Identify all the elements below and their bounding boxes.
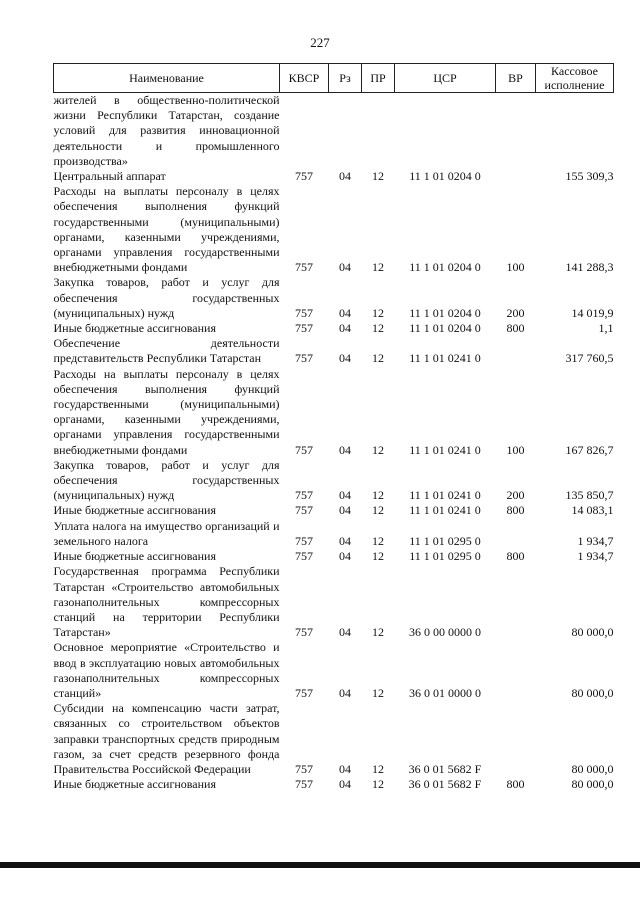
cell-kvsr: 757 bbox=[295, 169, 313, 184]
cell-vr bbox=[496, 169, 536, 184]
cell-csr: 11 1 01 0204 0 bbox=[409, 305, 481, 320]
cell-rz: 04 bbox=[339, 488, 351, 503]
cell-vr: 800 bbox=[506, 777, 525, 792]
cell-kvsr: 757 bbox=[295, 488, 313, 503]
table-row bbox=[54, 777, 614, 792]
cell-rz: 04 bbox=[339, 685, 351, 700]
cell-csr: 11 1 01 0241 0 bbox=[409, 442, 481, 457]
cell-pr: 12 bbox=[372, 488, 384, 503]
cell-amount: 167 826,7 bbox=[565, 442, 614, 457]
cell-name: Государственная программа Республики Татарстан «Строительство автомобильных газонаполнительных компрессорных станций на территории Республики Татарстан» bbox=[53, 564, 280, 640]
cell-vr: 100 bbox=[506, 442, 525, 457]
cell-csr: 11 1 01 0241 0 bbox=[409, 351, 481, 366]
cell-pr bbox=[362, 93, 395, 170]
cell-pr: 12 bbox=[372, 305, 384, 320]
table-row bbox=[54, 93, 614, 170]
cell-kvsr: 757 bbox=[295, 351, 313, 366]
header-amount: Кассовое исполнение bbox=[536, 64, 614, 93]
table-row bbox=[54, 336, 614, 366]
cell-pr: 12 bbox=[372, 761, 384, 776]
header-rz: Рз bbox=[329, 64, 362, 93]
cell-name: Иные бюджетные ассигнования bbox=[53, 321, 216, 336]
budget-table bbox=[53, 63, 614, 792]
header-csr: ЦСР bbox=[395, 64, 496, 93]
cell-amount: 1 934,7 bbox=[577, 533, 614, 548]
cell-kvsr: 757 bbox=[295, 321, 313, 336]
cell-name: Закупка товаров, работ и услуг для обеспечения государственных (муниципальных) нужд bbox=[53, 275, 280, 320]
cell-kvsr: 757 bbox=[295, 625, 313, 640]
cell-vr bbox=[496, 93, 536, 170]
cell-vr bbox=[496, 336, 536, 366]
cell-csr: 36 0 01 0000 0 bbox=[409, 685, 481, 700]
header-kvsr: КВСР bbox=[280, 64, 329, 93]
cell-vr: 100 bbox=[506, 260, 525, 275]
cell-vr bbox=[496, 519, 536, 549]
cell-pr: 12 bbox=[372, 533, 384, 548]
cell-kvsr: 757 bbox=[295, 260, 313, 275]
table-row bbox=[54, 549, 614, 564]
cell-csr: 11 1 01 0295 0 bbox=[409, 549, 481, 564]
cell-name: Закупка товаров, работ и услуг для обеспечения государственных (муниципальных) нужд bbox=[53, 457, 280, 503]
cell-rz: 04 bbox=[339, 549, 351, 564]
cell-name: Иные бюджетные ассигнования bbox=[53, 777, 216, 792]
cell-rz bbox=[329, 93, 362, 170]
cell-pr: 12 bbox=[372, 685, 384, 700]
cell-vr: 800 bbox=[506, 321, 525, 336]
table-row bbox=[54, 640, 614, 701]
table-row bbox=[54, 519, 614, 549]
header-name: Наименование bbox=[54, 64, 280, 93]
cell-kvsr: 757 bbox=[295, 549, 313, 564]
cell-amount bbox=[536, 93, 614, 170]
page-number: 227 bbox=[310, 35, 330, 50]
header-vr: ВР bbox=[496, 64, 536, 93]
cell-vr: 200 bbox=[506, 305, 525, 320]
cell-amount: 155 309,3 bbox=[565, 169, 614, 184]
table-header-row bbox=[54, 64, 614, 93]
cell-rz: 04 bbox=[339, 761, 351, 776]
cell-name: Расходы на выплаты персоналу в целях обеспечения выполнения функций государственными (муниципальными) органами, казенными учреждениями, органами управления государственными внебюджетными фондами bbox=[53, 184, 280, 275]
table-row bbox=[54, 503, 614, 518]
cell-csr: 11 1 01 0241 0 bbox=[409, 503, 481, 518]
cell-amount: 80 000,0 bbox=[571, 625, 614, 640]
cell-csr: 11 1 01 0204 0 bbox=[409, 321, 481, 336]
cell-amount: 1,1 bbox=[598, 321, 614, 336]
table-row bbox=[54, 169, 614, 184]
cell-name: Обеспечение деятельности представительств Республики Татарстан bbox=[53, 336, 280, 366]
cell-amount: 14 019,9 bbox=[571, 305, 614, 320]
cell-name: Центральный аппарат bbox=[53, 169, 166, 184]
cell-rz: 04 bbox=[339, 625, 351, 640]
cell-pr: 12 bbox=[372, 351, 384, 366]
cell-vr: 800 bbox=[506, 549, 525, 564]
cell-amount: 80 000,0 bbox=[571, 777, 614, 792]
cell-vr: 800 bbox=[506, 503, 525, 518]
cell-kvsr: 757 bbox=[295, 442, 313, 457]
cell-rz: 04 bbox=[339, 305, 351, 320]
cell-kvsr: 757 bbox=[295, 685, 313, 700]
header-pr: ПР bbox=[362, 64, 395, 93]
cell-csr: 11 1 01 0204 0 bbox=[409, 260, 481, 275]
cell-name: Основное мероприятие «Строительство и ввод в эксплуатацию новых автомобильных газонаполнительных компрессорных станций» bbox=[53, 640, 280, 700]
cell-csr: 11 1 01 0241 0 bbox=[409, 488, 481, 503]
cell-csr: 36 0 00 0000 0 bbox=[409, 625, 481, 640]
cell-amount: 135 850,7 bbox=[565, 488, 614, 503]
table-body bbox=[54, 93, 614, 793]
cell-pr: 12 bbox=[372, 503, 384, 518]
cell-kvsr bbox=[280, 93, 329, 170]
cell-kvsr: 757 bbox=[295, 761, 313, 776]
cell-vr bbox=[496, 701, 536, 777]
cell-vr: 200 bbox=[506, 488, 525, 503]
cell-amount: 80 000,0 bbox=[571, 685, 614, 700]
table-row bbox=[54, 564, 614, 640]
cell-pr: 12 bbox=[372, 260, 384, 275]
cell-csr: 11 1 01 0204 0 bbox=[409, 169, 481, 184]
cell-csr: 36 0 01 5682 F bbox=[408, 761, 482, 776]
cell-rz: 04 bbox=[339, 533, 351, 548]
cell-pr: 12 bbox=[372, 169, 384, 184]
cell-name: жителей в общественно-политической жизни Республики Татарстан, создание условий для развития инновационной деятельности и промышленного производства» bbox=[53, 93, 280, 168]
cell-pr: 12 bbox=[372, 549, 384, 564]
cell-rz: 04 bbox=[339, 260, 351, 275]
cell-name: Иные бюджетные ассигнования bbox=[53, 549, 216, 564]
cell-kvsr: 757 bbox=[295, 777, 313, 792]
cell-kvsr: 757 bbox=[295, 533, 313, 548]
cell-pr: 12 bbox=[372, 442, 384, 457]
cell-csr: 36 0 01 5682 F bbox=[408, 777, 482, 792]
cell-amount: 1 934,7 bbox=[577, 549, 614, 564]
table-row bbox=[54, 701, 614, 777]
cell-rz: 04 bbox=[339, 351, 351, 366]
cell-amount: 141 288,3 bbox=[565, 260, 614, 275]
cell-name: Расходы на выплаты персоналу в целях обеспечения выполнения функций государственными (муниципальными) органами, казенными учреждениями, органами управления государственными внебюджетными фондами bbox=[53, 366, 280, 457]
scan-border bbox=[0, 862, 640, 868]
cell-amount: 317 760,5 bbox=[565, 351, 614, 366]
cell-rz: 04 bbox=[339, 442, 351, 457]
cell-name: Уплата налога на имущество организаций и земельного налога bbox=[53, 518, 280, 548]
cell-vr bbox=[496, 640, 536, 701]
cell-csr bbox=[395, 93, 496, 170]
cell-amount: 80 000,0 bbox=[571, 761, 614, 776]
table-row bbox=[54, 367, 614, 458]
cell-pr: 12 bbox=[372, 625, 384, 640]
cell-rz: 04 bbox=[339, 777, 351, 792]
cell-amount: 14 083,1 bbox=[571, 503, 614, 518]
table-row bbox=[54, 184, 614, 275]
cell-name: Субсидии на компенсацию части затрат, связанных со строительством объектов заправки транспортных средств природным газом, за счет средств резервного фонда Правительства Российской Федерации bbox=[53, 701, 280, 776]
cell-kvsr: 757 bbox=[295, 305, 313, 320]
cell-pr: 12 bbox=[372, 777, 384, 792]
cell-rz: 04 bbox=[339, 321, 351, 336]
cell-csr: 11 1 01 0295 0 bbox=[409, 533, 481, 548]
cell-pr: 12 bbox=[372, 321, 384, 336]
cell-rz: 04 bbox=[339, 503, 351, 518]
cell-vr bbox=[496, 564, 536, 640]
table-row bbox=[54, 275, 614, 321]
cell-rz: 04 bbox=[339, 169, 351, 184]
table-row bbox=[54, 321, 614, 336]
cell-name: Иные бюджетные ассигнования bbox=[53, 503, 216, 518]
table-row bbox=[54, 458, 614, 504]
cell-kvsr: 757 bbox=[295, 503, 313, 518]
